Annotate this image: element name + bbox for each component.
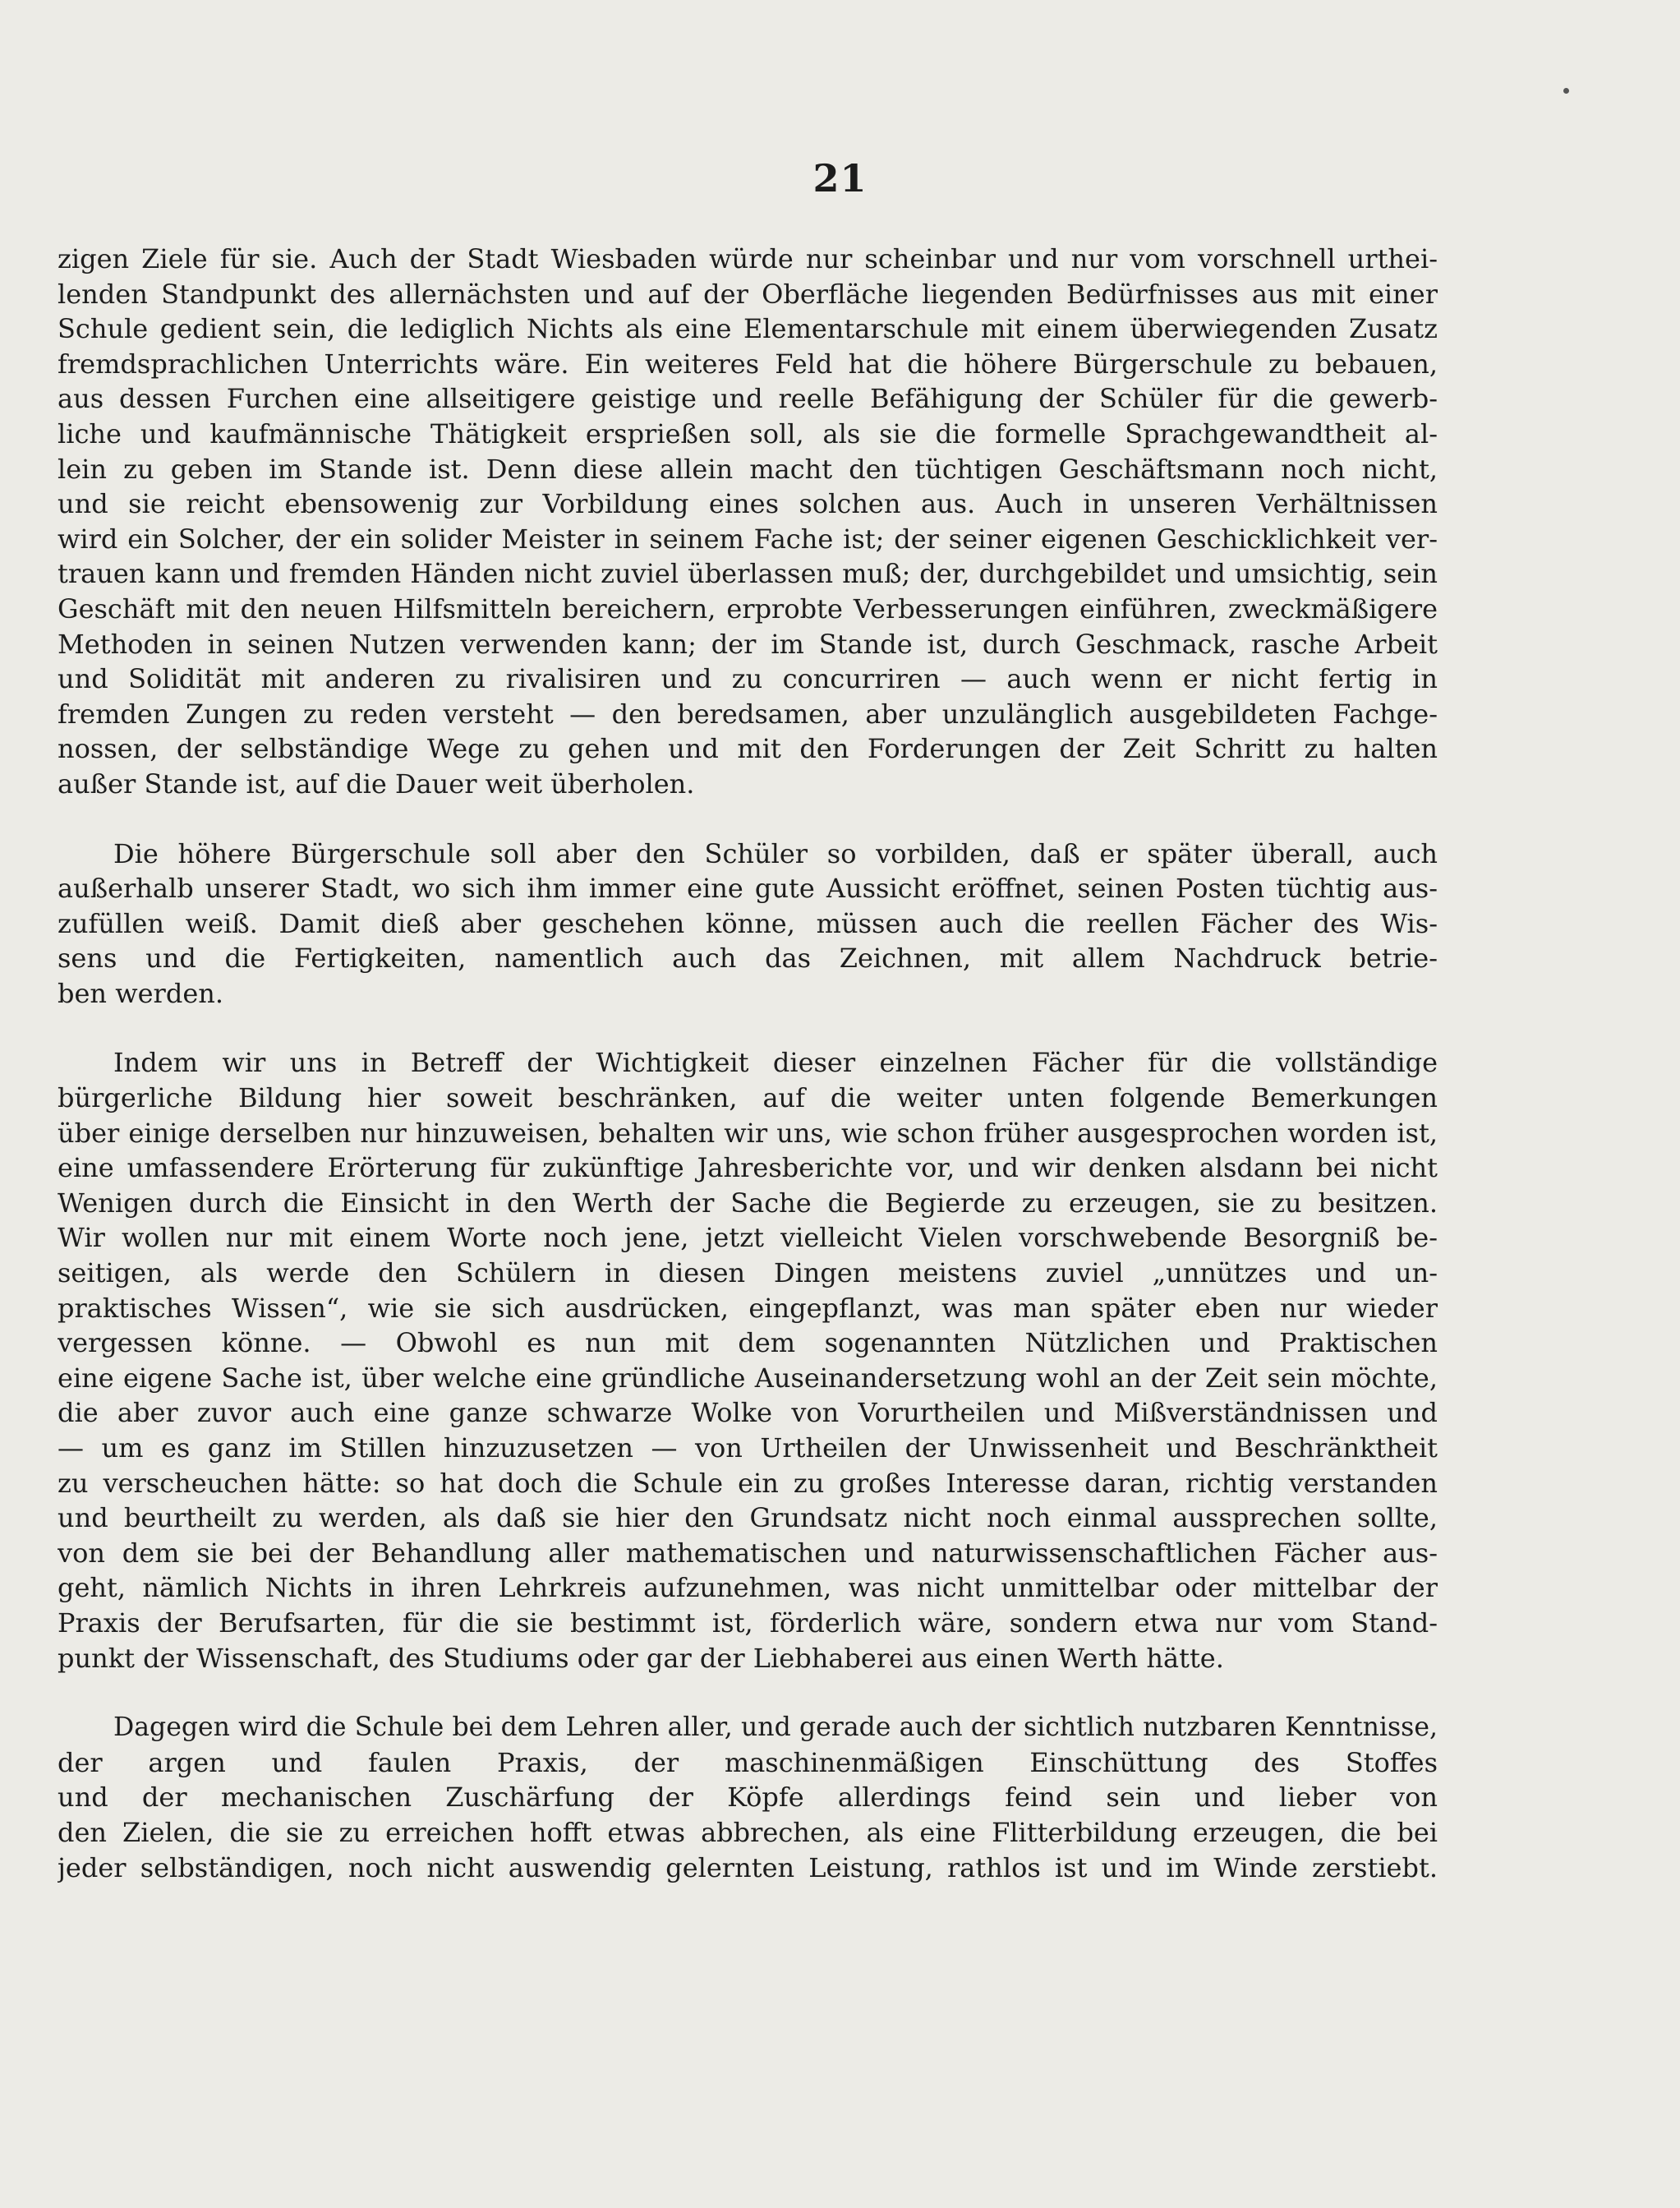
text-line: außerhalb unserer Stadt, wo sich ihm immer eine gute Aussicht eröffnet, seinen Posten tüchtig aus- bbox=[58, 873, 1438, 905]
text-line: Indem wir uns in Betreff der Wichtigkeit dieser einzelnen Fächer für die vollständige bbox=[113, 1047, 1438, 1079]
paragraph-2 bbox=[58, 837, 1438, 1012]
text-line: lein zu geben im Stande ist. Denn diese allein macht den tüchtigen Geschäftsmann noch nicht, bbox=[58, 453, 1438, 485]
text-line: punkt der Wissenschaft, des Studiums oder gar der Liebhaberei aus einen Werth hätte. bbox=[58, 1642, 1224, 1674]
text-line: Schule gedient sein, die lediglich Nichts als eine Elementarschule mit einem überwiegenden Zusatz bbox=[58, 313, 1438, 345]
paragraph-gap bbox=[58, 802, 1438, 837]
body-text bbox=[58, 242, 1438, 1885]
text-line: seitigen, als werde den Schülern in diesen Dingen meistens zuviel „unnützes und un- bbox=[58, 1257, 1438, 1289]
text-line: praktisches Wissen“, wie sie sich ausdrücken, eingepflanzt, was man später eben nur wieder bbox=[58, 1292, 1438, 1324]
text-line: aus dessen Furchen eine allseitigere geistige und reelle Befähigung der Schüler für die gewerb- bbox=[58, 383, 1438, 415]
text-line: vergessen könne. — Obwohl es nun mit dem sogenannten Nützlichen und Praktischen bbox=[58, 1327, 1438, 1359]
text-line: geht, nämlich Nichts in ihren Lehrkreis aufzunehmen, was nicht unmittelbar oder mittelbar der bbox=[58, 1572, 1438, 1604]
text-line: jeder selbständigen, noch nicht auswendig gelernten Leistung, rathlos ist und im Winde zerstiebt. bbox=[58, 1851, 1438, 1883]
text-line: trauen kann und fremden Händen nicht zuviel überlassen muß; der, durchgebildet und umsichtig, sein bbox=[58, 558, 1438, 590]
text-line: die aber zuvor auch eine ganze schwarze Wolke von Vorurtheilen und Mißverständnissen und bbox=[58, 1397, 1438, 1429]
text-line: und der mechanischen Zuschärfung der Köpfe allerdings feind sein und lieber von bbox=[58, 1782, 1438, 1814]
text-line: von dem sie bei der Behandlung aller mathematischen und naturwissenschaftlichen Fächer aus- bbox=[58, 1537, 1438, 1569]
text-line: Geschäft mit den neuen Hilfsmitteln bereichern, erprobte Verbesserungen einführen, zweckmäßigere bbox=[58, 592, 1438, 625]
ink-speck bbox=[1563, 88, 1569, 94]
text-line: fremden Zungen zu reden versteht — den beredsamen, aber unzulänglich ausgebildeten Fachge- bbox=[58, 698, 1438, 730]
text-line: Dagegen wird die Schule bei dem Lehren aller, und gerade auch der sichtlich nutzbaren Kenntnisse, bbox=[113, 1712, 1438, 1743]
paragraph-4 bbox=[58, 1710, 1438, 1885]
text-line: fremdsprachlichen Unterrichts wäre. Ein weiteres Feld hat die höhere Bürgerschule zu bebauen, bbox=[58, 348, 1438, 380]
text-line: außer Stande ist, auf die Dauer weit überholen. bbox=[58, 767, 695, 800]
text-line: und Solidität mit anderen zu rivalisiren und zu concurriren — auch wenn er nicht fertig in bbox=[58, 663, 1438, 695]
text-line: Praxis der Berufsarten, für die sie bestimmt ist, förderlich wäre, sondern etwa nur vom Stand- bbox=[58, 1606, 1438, 1639]
text-line: den Zielen, die sie zu erreichen hofft etwas abbrechen, als eine Flitterbildung erzeugen, die bei bbox=[58, 1816, 1438, 1848]
text-line: Methoden in seinen Nutzen verwenden kann; der im Stande ist, durch Geschmack, rasche Arbeit bbox=[58, 628, 1438, 660]
text-line: wird ein Solcher, der ein solider Meister in seinem Fache ist; der seiner eigenen Geschicklichkeit ver- bbox=[58, 523, 1438, 555]
paragraph-1 bbox=[58, 242, 1438, 802]
text-line: Wenigen durch die Einsicht in den Werth der Sache die Begierde zu erzeugen, sie zu besitzen. bbox=[58, 1187, 1438, 1219]
text-line: lenden Standpunkt des allernächsten und auf der Oberfläche liegenden Bedürfnisses aus mit einer bbox=[58, 278, 1438, 310]
text-line: Die höhere Bürgerschule soll aber den Schüler so vorbilden, daß er später überall, auch bbox=[113, 837, 1438, 869]
text-line: — um es ganz im Stillen hinzuzusetzen — von Urtheilen der Unwissenheit und Beschränktheit bbox=[58, 1432, 1438, 1464]
text-line: zigen Ziele für sie. Auch der Stadt Wiesbaden würde nur scheinbar und nur vom vorschnell urthei- bbox=[58, 243, 1438, 274]
paragraph-gap bbox=[58, 1676, 1438, 1710]
text-line: ben werden. bbox=[58, 977, 224, 1009]
text-line: eine eigene Sache ist, über welche eine gründliche Auseinandersetzung wohl an der Zeit sein möchte, bbox=[58, 1362, 1438, 1394]
text-line: zufüllen weiß. Damit dieß aber geschehen könne, müssen auch die reellen Fächer des Wis- bbox=[58, 907, 1438, 939]
text-line: und sie reicht ebensowenig zur Vorbildung eines solchen aus. Auch in unseren Verhältnissen bbox=[58, 488, 1438, 520]
text-line: liche und kaufmännische Thätigkeit ersprießen soll, als sie die formelle Sprachgewandtheit al- bbox=[58, 417, 1438, 449]
text-line: und beurtheilt zu werden, als daß sie hier den Grundsatz nicht noch einmal aussprechen sollte, bbox=[58, 1502, 1438, 1534]
paragraph-3 bbox=[58, 1045, 1438, 1676]
page-number: 21 bbox=[812, 156, 868, 201]
text-line: zu verscheuchen hätte: so hat doch die Schule ein zu großes Interesse daran, richtig verstanden bbox=[58, 1467, 1438, 1499]
text-line: Wir wollen nur mit einem Worte noch jene, jetzt vielleicht Vielen vorschwebende Besorgniß be- bbox=[58, 1222, 1438, 1254]
text-line: über einige derselben nur hinzuweisen, behalten wir uns, wie schon früher ausgesprochen worden ist, bbox=[58, 1117, 1438, 1149]
text-line: bürgerliche Bildung hier soweit beschränken, auf die weiter unten folgende Bemerkungen bbox=[58, 1082, 1438, 1114]
text-line: der argen und faulen Praxis, der maschinenmäßigen Einschüttung des Stoffes bbox=[58, 1746, 1438, 1778]
text-line: eine umfassendere Erörterung für zukünftige Jahresberichte vor, und wir denken alsdann bei nicht bbox=[58, 1152, 1438, 1184]
paragraph-gap bbox=[58, 1011, 1438, 1045]
text-line: nossen, der selbständige Wege zu gehen und mit den Forderungen der Zeit Schritt zu halten bbox=[58, 733, 1438, 765]
text-line: sens und die Fertigkeiten, namentlich auch das Zeichnen, mit allem Nachdruck betrie- bbox=[58, 943, 1438, 975]
